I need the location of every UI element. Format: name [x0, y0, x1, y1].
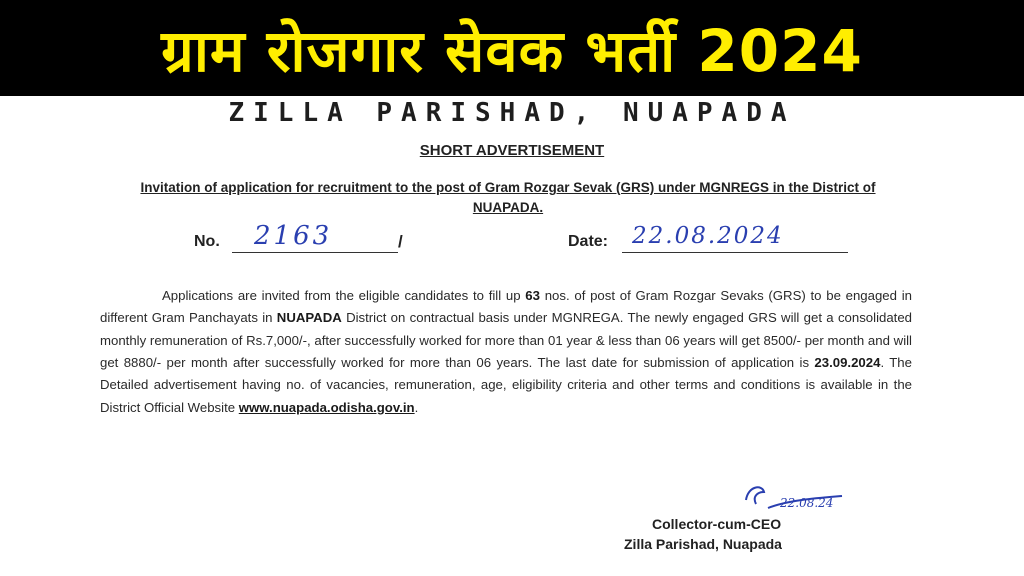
number-underline [232, 252, 398, 253]
number-slash: / [398, 232, 403, 251]
title-banner [0, 0, 1024, 96]
last-date: 23.09.2024 [814, 355, 881, 371]
signatory-office: Zilla Parishad, Nuapada [624, 536, 782, 552]
invitation-subject: Invitation of application for recruitment to the post of Gram Rozgar Sevak (GRS) under MGNREGS in the District of NUAPADA. [140, 180, 876, 215]
district-name: NUAPADA [276, 310, 342, 326]
advertisement-body [100, 285, 912, 419]
website-link[interactable]: www.nuapada.odisha.gov.in [238, 399, 415, 415]
body-text-4: . The Detailed advertisement having no. of vacancies, remuneration, age, eligibility criteria and other terms and conditions is available in the District Official Website [100, 355, 912, 415]
body-text-1: Applications are invited from the eligible candidates to fill up [162, 288, 526, 304]
number-label: No. [194, 233, 220, 250]
date-underline [622, 252, 848, 253]
signatory-title: Collector-cum-CEO [652, 516, 782, 532]
body-text-5: . [414, 399, 419, 415]
office-name: ZILLA PARISHAD, NUAPADA [228, 98, 796, 128]
advertisement-document [0, 96, 1024, 576]
body-text-3: District on contractual basis under MGNREGA. The newly engaged GRS will get a consolidated monthly remuneration of Rs.7,000/-, after successfully worked for more than 01 year & less than 06 years will get 8500/- per month and will get 8880/- per month after successfully worked for more than 06 years. The last date for submission of application is [100, 310, 912, 371]
banner-title: ग्राम रोजगार सेवक भर्ती 2024 [161, 16, 863, 85]
handwritten-number: 2163 [254, 221, 333, 251]
posts-count: 63 [525, 288, 540, 304]
document-heading: SHORT ADVERTISEMENT [419, 142, 605, 159]
signature-date: 22.08.24 [780, 496, 834, 510]
body-text-2: nos. of post of Gram Rozgar Sevaks (GRS) to be engaged in different Gram Panchayats in [100, 288, 912, 326]
handwritten-date: 22.08.2024 [632, 223, 784, 249]
date-label: Date: [568, 233, 609, 250]
